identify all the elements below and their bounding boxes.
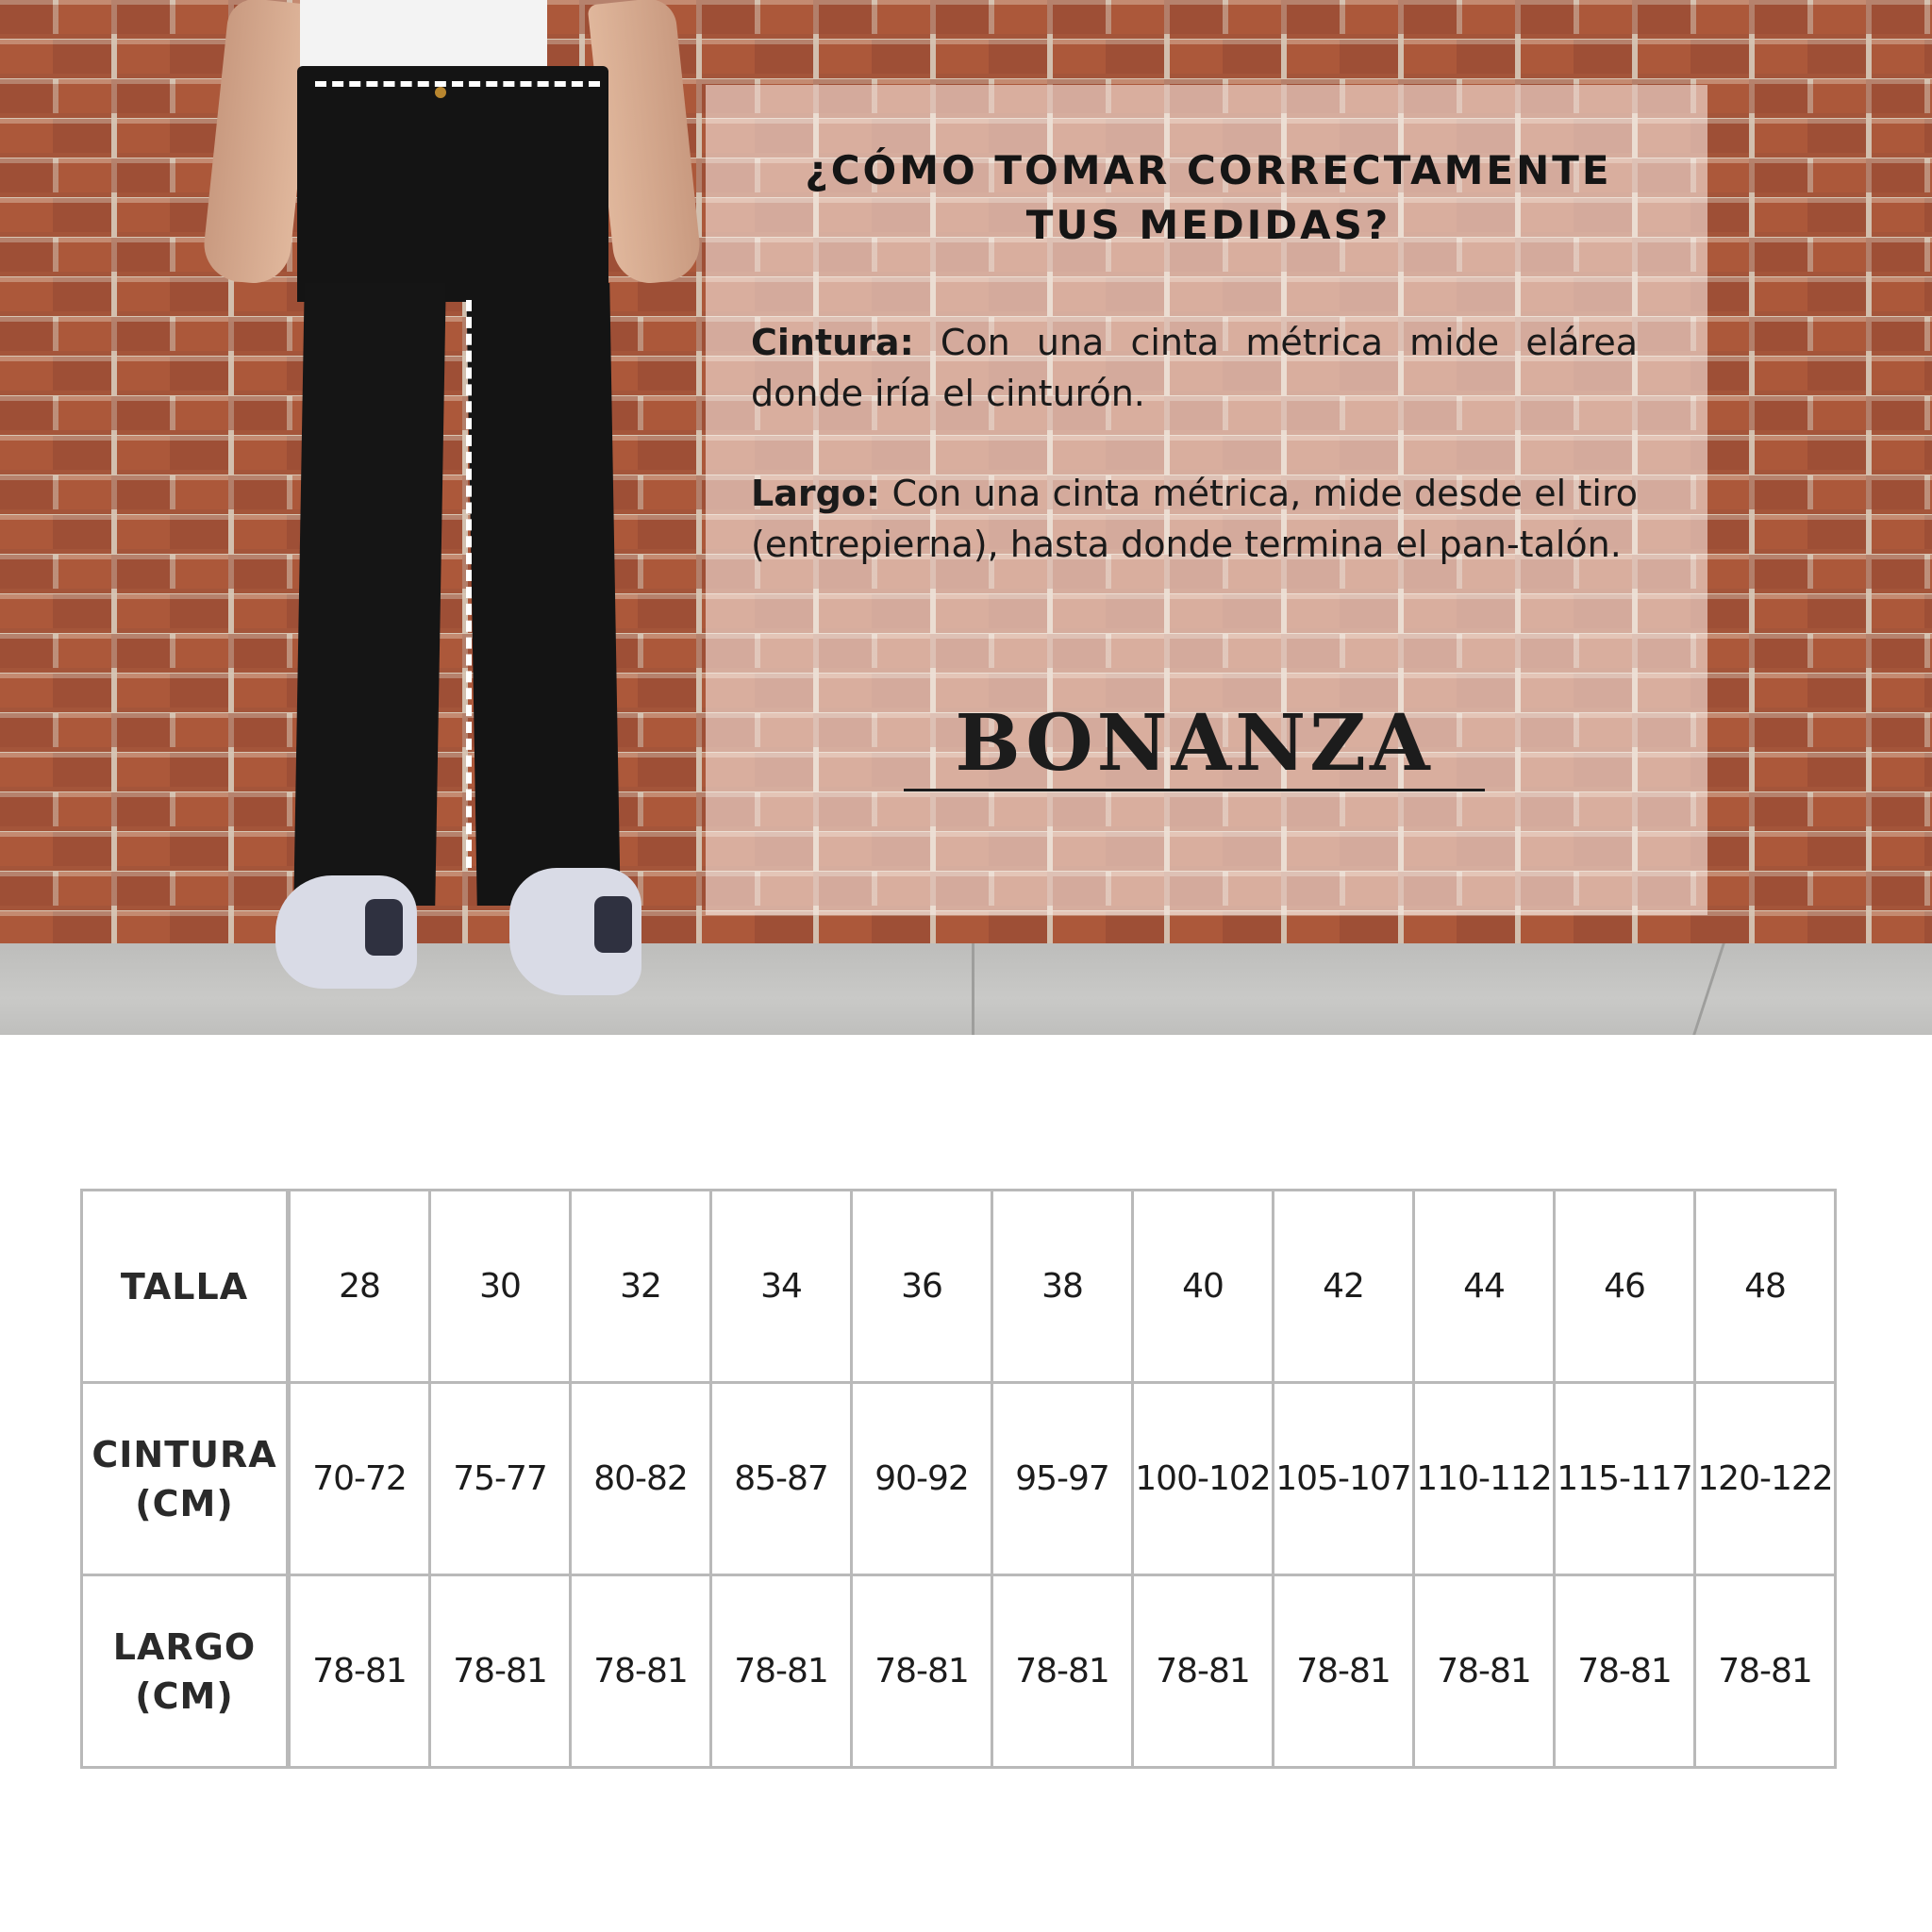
table-cell: 78-81: [1274, 1575, 1414, 1768]
instruction-text: Con una cinta métrica, mide desde el tiro (entrepierna), hasta donde termina el pan-talón.: [751, 473, 1638, 565]
table-cell: 120-122: [1695, 1383, 1836, 1575]
size-table: [80, 1189, 1837, 1769]
table-cell: 78-81: [571, 1575, 711, 1768]
page-title: [751, 143, 1666, 253]
waist-measure-line: [315, 81, 600, 87]
table-cell: 75-77: [430, 1383, 571, 1575]
table-cell: 115-117: [1555, 1383, 1695, 1575]
instruction-length: [751, 468, 1638, 570]
table-cell: 30: [430, 1191, 571, 1383]
instruction-waist: [751, 317, 1638, 419]
table-cell: 78-81: [289, 1575, 430, 1768]
table-cell: 38: [992, 1191, 1133, 1383]
table-cell: 36: [852, 1191, 992, 1383]
table-cell: 78-81: [852, 1575, 992, 1768]
brand-underline: [904, 789, 1485, 791]
instruction-label: Largo:: [751, 473, 881, 514]
title-line-2: TUS MEDIDAS?: [1025, 202, 1391, 248]
table-cell: 85-87: [711, 1383, 852, 1575]
title-line-1: ¿CÓMO TOMAR CORRECTAMENTE: [805, 147, 1612, 193]
table-cell: 78-81: [1414, 1575, 1555, 1768]
table-cell: 78-81: [1555, 1575, 1695, 1768]
instruction-text: Con una cinta métrica mide elárea donde iría el cinturón.: [751, 322, 1638, 414]
table-row: [82, 1191, 1836, 1383]
row-header-talla: TALLA: [82, 1191, 289, 1383]
table-cell: 95-97: [992, 1383, 1133, 1575]
table-cell: 105-107: [1274, 1383, 1414, 1575]
table-cell: 40: [1133, 1191, 1274, 1383]
table-cell: 32: [571, 1191, 711, 1383]
table-cell: 48: [1695, 1191, 1836, 1383]
instruction-label: Cintura:: [751, 322, 914, 363]
table-cell: 78-81: [992, 1575, 1133, 1768]
table-cell: 90-92: [852, 1383, 992, 1575]
table-cell: 70-72: [289, 1383, 430, 1575]
table-cell: 100-102: [1133, 1383, 1274, 1575]
table-row: [82, 1383, 1836, 1575]
table-cell: 42: [1274, 1191, 1414, 1383]
table-cell: 44: [1414, 1191, 1555, 1383]
table-cell: 80-82: [571, 1383, 711, 1575]
table-cell: 78-81: [1695, 1575, 1836, 1768]
length-measure-line: [466, 300, 472, 868]
table-cell: 78-81: [430, 1575, 571, 1768]
row-header-cintura: CINTURA (CM): [82, 1383, 289, 1575]
table-row: [82, 1575, 1836, 1768]
table-cell: 78-81: [1133, 1575, 1274, 1768]
row-header-largo: LARGO (CM): [82, 1575, 289, 1768]
table-cell: 46: [1555, 1191, 1695, 1383]
model-figure: [189, 0, 717, 1019]
brand-logo: BONANZA: [955, 698, 1434, 789]
table-cell: 28: [289, 1191, 430, 1383]
table-cell: 78-81: [711, 1575, 852, 1768]
table-cell: 110-112: [1414, 1383, 1555, 1575]
table-cell: 34: [711, 1191, 852, 1383]
